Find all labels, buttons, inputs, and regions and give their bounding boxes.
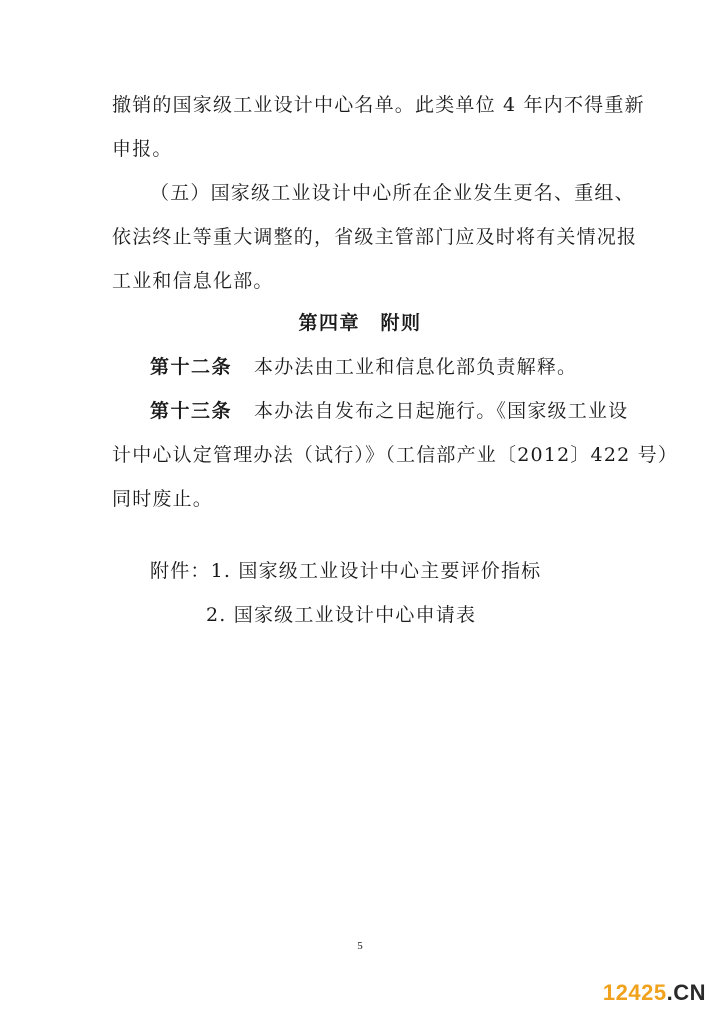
paragraph-line: 撤销的国家级工业设计中心名单。此类单位 4 年内不得重新 (112, 94, 645, 116)
site-watermark (603, 980, 706, 1006)
chapter-heading: 第四章 附则 (298, 312, 422, 334)
attachment-line (150, 558, 541, 584)
attachment-label: 附件： (150, 560, 211, 582)
article-label: 第十三条 (150, 400, 233, 422)
article-12 (150, 354, 577, 380)
article-label: 第十二条 (150, 356, 233, 378)
article-text: 本办法由工业和信息化部负责解释。 (254, 356, 578, 378)
article-13 (150, 398, 628, 424)
attachment-item: 2. 国家级工业设计中心申请表 (206, 604, 477, 626)
article-text: 本办法自发布之日起施行。《国家级工业设 (254, 400, 629, 422)
paragraph-line: 计中心认定管理办法（试行）》（工信部产业〔2012〕422 号） (112, 444, 679, 466)
watermark-domain: .CN (666, 980, 706, 1005)
page-number: 5 (357, 940, 363, 952)
paragraph-line: （五）国家级工业设计中心所在企业发生更名、重组、 (150, 182, 635, 204)
paragraph-line: 依法终止等重大调整的，省级主管部门应及时将有关情况报 (112, 226, 638, 248)
paragraph-line: 工业和信息化部。 (112, 270, 274, 292)
attachment-item: 1. 国家级工业设计中心主要评价指标 (210, 560, 542, 582)
paragraph-line: 同时废止。 (112, 488, 214, 510)
paragraph-line: 申报。 (112, 138, 173, 160)
watermark-number: 12425 (602, 980, 667, 1005)
